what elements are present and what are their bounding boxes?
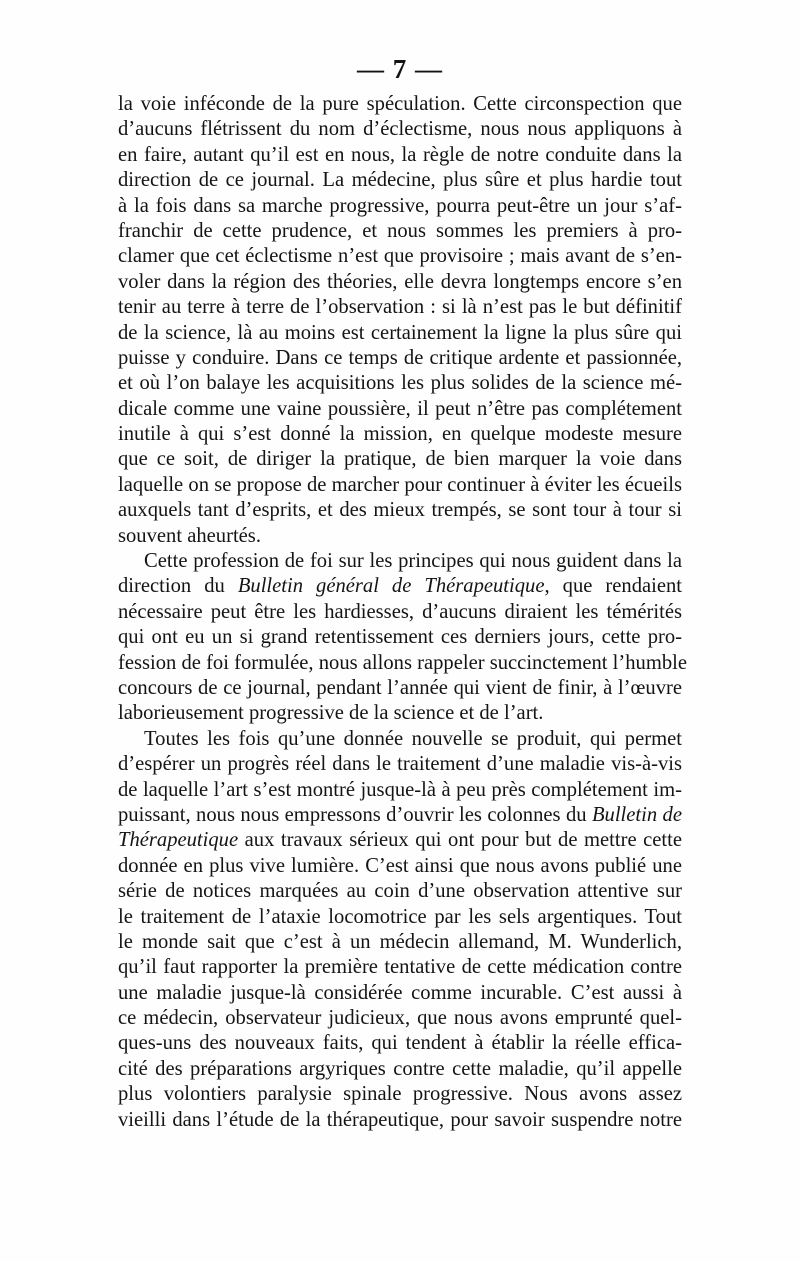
text-line: ce médecin, observateur judicieux, que nous avons emprunté quel- <box>118 1007 682 1030</box>
text-line: fession de foi formulée, nous allons rappeler succinctement l’humble <box>118 651 688 674</box>
text-line: qu’il faut rapporter la première tentative de cette médication contre <box>118 956 682 979</box>
journal-title: Thérapeutique <box>118 829 239 852</box>
text-line: de laquelle l’art s’est montré jusque-là à peu près complétement im- <box>118 778 682 801</box>
text-line: souvent aheurtés. <box>118 524 261 547</box>
body-text <box>118 92 688 1133</box>
text-run: puissant, nous nous empressons d’ouvrir les colonnes du <box>118 803 592 826</box>
text-line: voler dans la région des théories, elle devra longtemps encore s’en <box>118 270 682 293</box>
text-line: direction de ce journal. La médecine, plus sûre et plus hardie tout <box>118 169 682 192</box>
text-line: franchir de cette prudence, et nous sommes les premiers à pro- <box>118 219 682 242</box>
text-run: direction du <box>118 575 238 598</box>
text-line: nécessaire peut être les hardiesses, d’aucuns diraient les témérités <box>118 600 682 623</box>
text-line: une maladie jusque-là considérée comme incurable. C’est aussi à <box>118 981 682 1004</box>
text-line: le monde sait que c’est à un médecin allemand, M. Wunderlich, <box>118 930 682 953</box>
journal-title: Bulletin de <box>591 803 682 826</box>
text-line <box>118 574 682 599</box>
text-line <box>118 828 682 853</box>
text-line: inutile à qui s’est donné la mission, en quelque modeste mesure <box>118 423 682 446</box>
paragraph-2 <box>118 549 688 727</box>
paragraph-3 <box>118 727 682 1133</box>
text-line: puisse y conduire. Dans ce temps de critique ardente et passionnée, <box>118 346 682 369</box>
text-line: ques-uns des nouveaux faits, qui tendent à établir la réelle effica- <box>118 1032 682 1055</box>
text-line: d’espérer un progrès réel dans le traitement d’une maladie vis-à-vis <box>118 753 682 776</box>
text-line: auxquels tant d’esprits, et des mieux trempés, se sont tour à tour si <box>118 499 682 522</box>
text-line: que ce soit, de diriger la pratique, de bien marquer la voie dans <box>118 448 682 471</box>
paragraph-1 <box>118 92 682 549</box>
text-line: la voie inféconde de la pure spéculation. Cette circonspection que <box>118 93 682 115</box>
text-line: tenir au terre à terre de l’observation : si là n’est pas le but définitif <box>118 296 682 319</box>
text-line: le traitement de l’ataxie locomotrice par les sels argentiques. Tout <box>118 905 682 928</box>
text-line: Cette profession de foi sur les principes qui nous guident dans la <box>144 550 682 573</box>
text-line: laborieusement progressive de la science et de l’art. <box>118 702 544 725</box>
text-line: de la science, là au moins est certainement la ligne la plus sûre qui <box>118 321 682 344</box>
page-number: — 7 — <box>357 54 443 84</box>
text-line <box>118 803 682 828</box>
text-line: Toutes les fois qu’une donnée nouvelle se produit, qui permet <box>144 727 682 750</box>
text-line: donnée en plus vive lumière. C’est ainsi que nous avons publié une <box>118 854 682 877</box>
text-line: laquelle on se propose de marcher pour continuer à éviter les écueils <box>118 473 682 496</box>
text-line: plus volontiers paralysie spinale progressive. Nous avons assez <box>118 1083 682 1106</box>
text-run: aux travaux sérieux qui ont pour but de mettre cette <box>244 829 682 852</box>
text-run: , que rendaient <box>544 575 683 598</box>
journal-title: Bulletin général de Thérapeutique <box>237 575 545 598</box>
text-line: dicale comme une vaine poussière, il peut n’être pas complétement <box>118 397 682 420</box>
text-line: d’aucuns flétrissent du nom d’éclectisme, nous nous appliquons à <box>118 118 682 141</box>
text-line: clamer que cet éclectisme n’est que provisoire ; mais avant de s’en- <box>118 245 682 268</box>
text-line: qui ont eu un si grand retentissement ces derniers jours, cette pro- <box>118 626 682 649</box>
text-line: concours de ce journal, pendant l’année qui vient de finir, à l’œuvre <box>118 676 682 699</box>
text-line: vieilli dans l’étude de la thérapeutique, pour savoir suspendre notre <box>118 1108 682 1131</box>
text-line: en faire, autant qu’il est en nous, la règle de notre conduite dans la <box>118 143 682 166</box>
text-line: cité des préparations argyriques contre cette maladie, qu’il appelle <box>118 1057 682 1080</box>
text-line: série de notices marquées au coin d’une observation attentive sur <box>118 880 682 903</box>
text-line: à la fois dans sa marche progressive, pourra peut-être un jour s’af- <box>118 194 682 217</box>
text-line: et où l’on balaye les acquisitions les plus solides de la science mé- <box>118 372 682 395</box>
